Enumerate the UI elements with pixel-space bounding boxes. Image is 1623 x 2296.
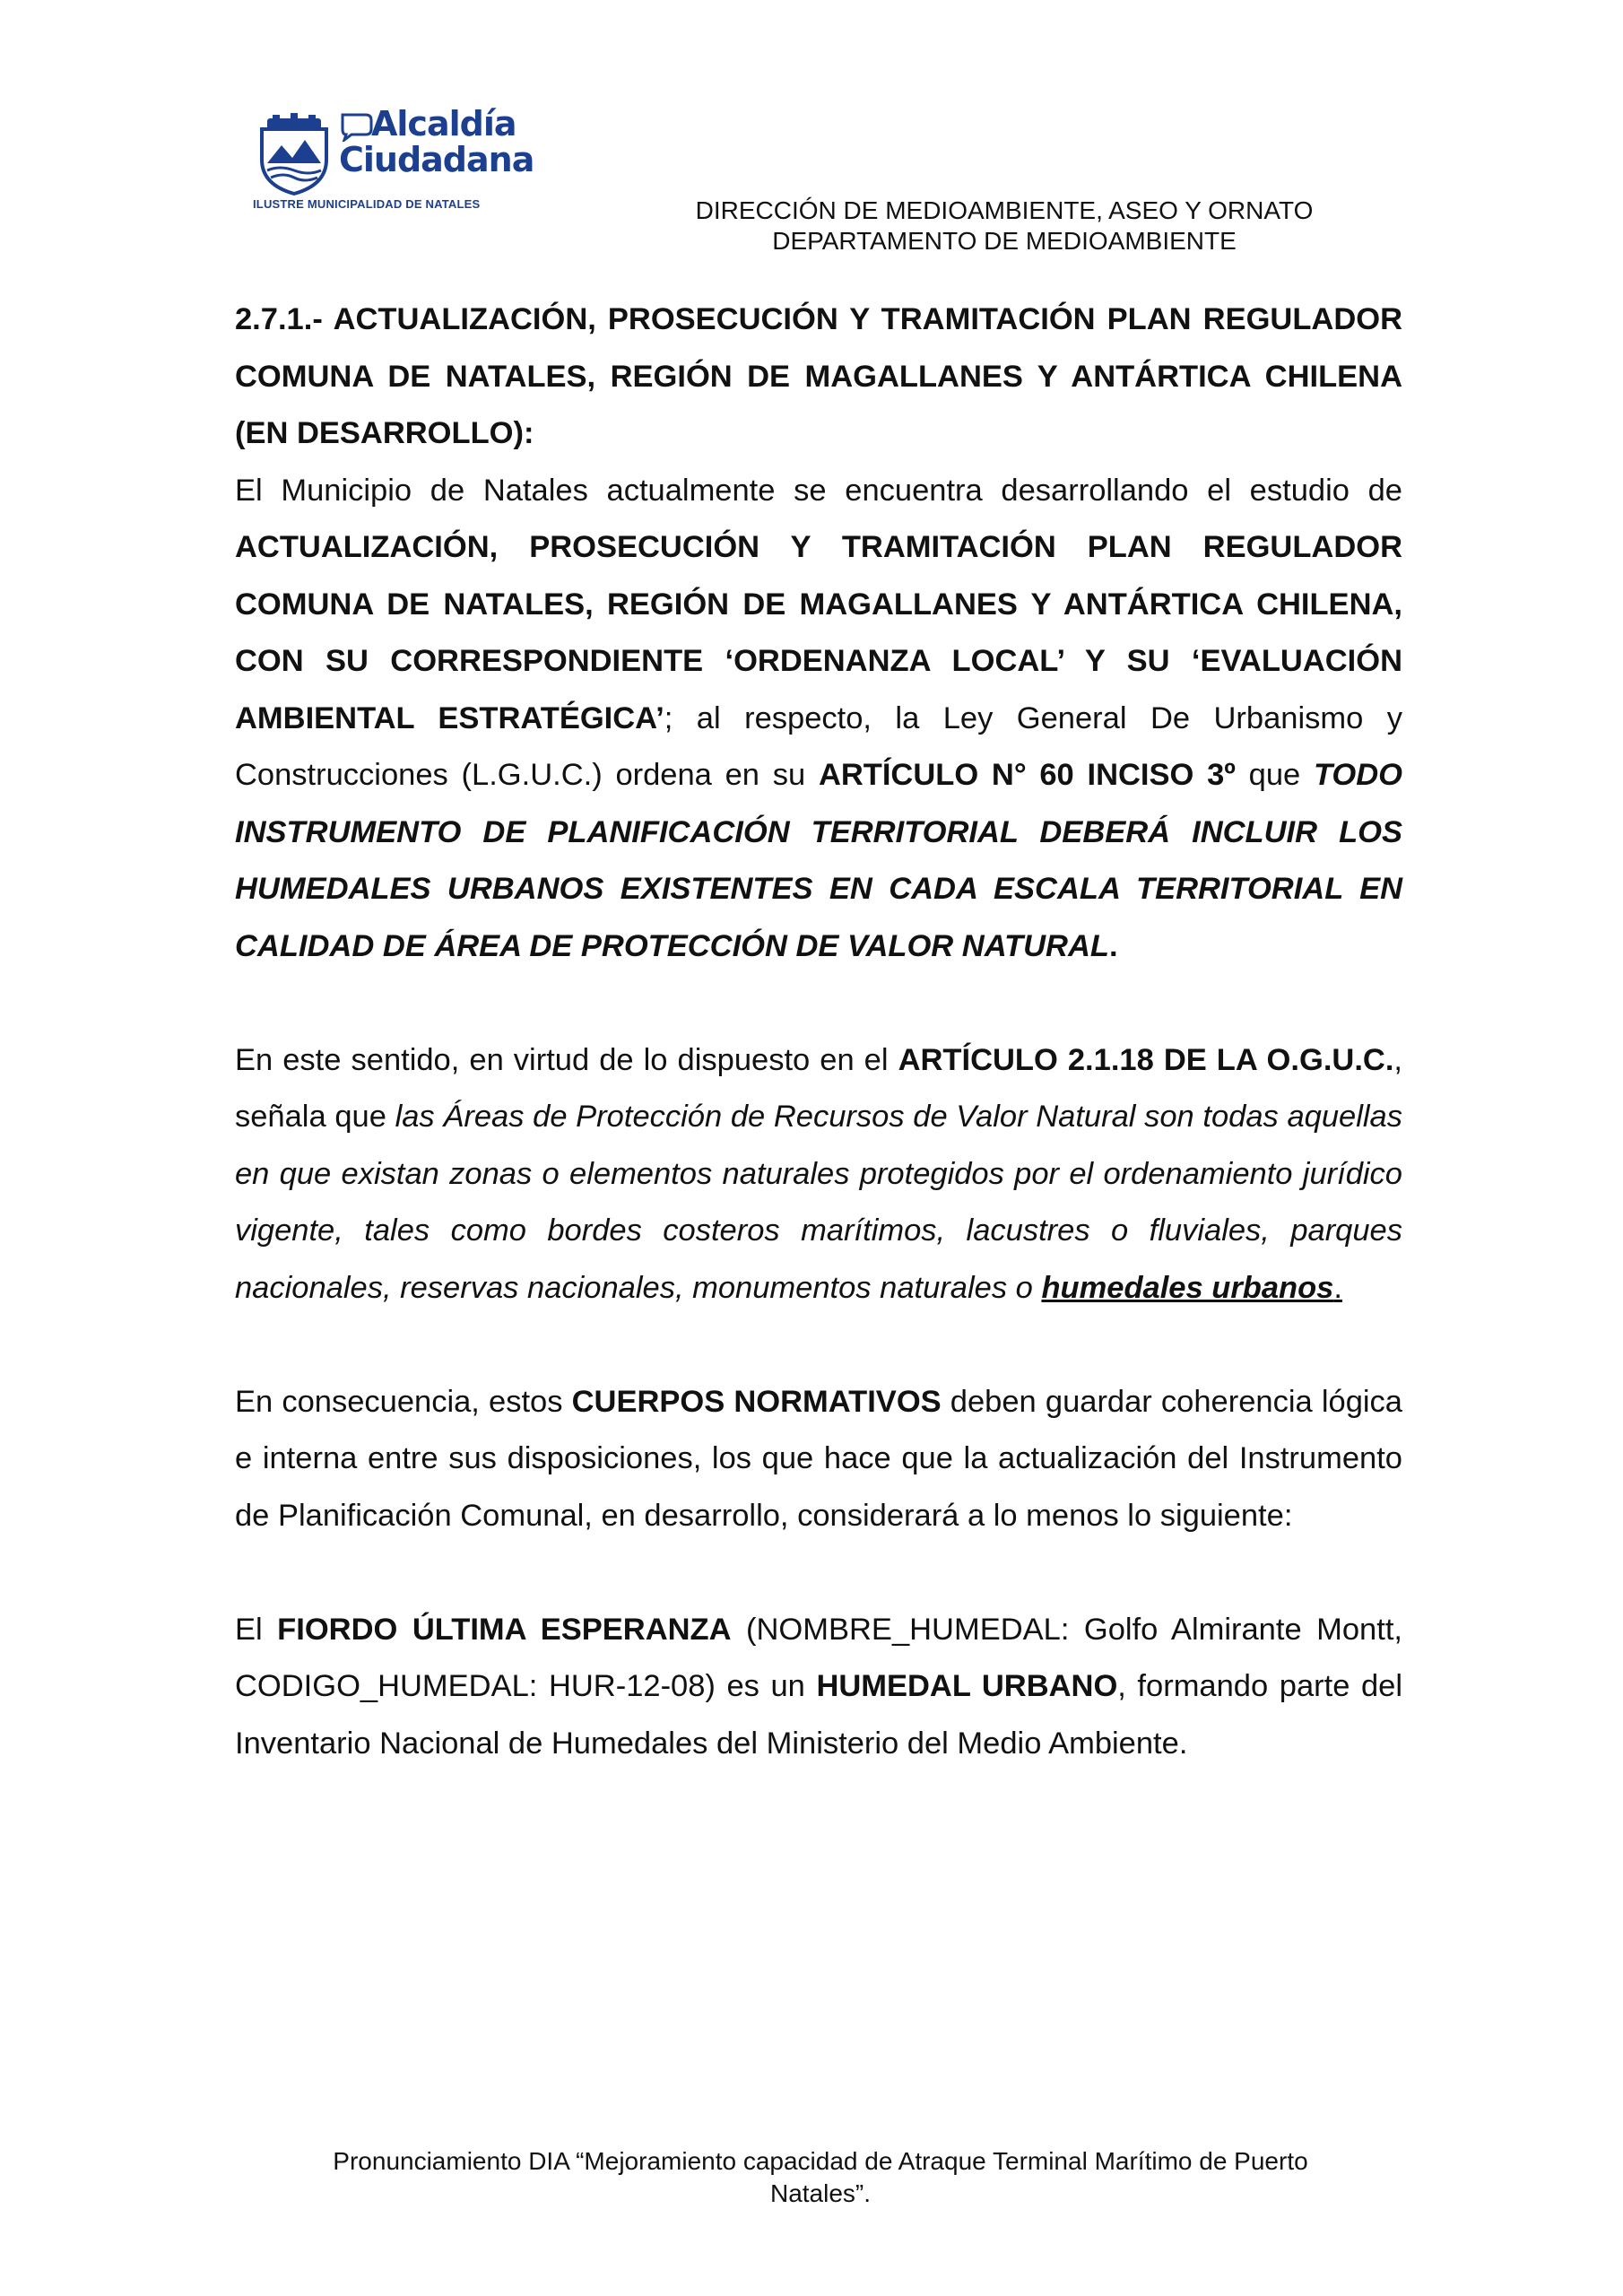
- p4-intro: El: [235, 1612, 278, 1647]
- footer-line2: Natales”.: [769, 2179, 872, 2207]
- department-line2: DEPARTAMENTO DE MEDIOAMBIENTE: [772, 227, 1237, 255]
- document-body: [235, 291, 1402, 1772]
- p1-middle: ; al respecto, la Ley General De Urbanismo y Construcciones (L.G.U.C.) ordena en su: [235, 700, 1402, 792]
- logo-brand-line1: Alcaldía: [371, 104, 516, 144]
- p2-emphasis: humedales urbanos: [1041, 1270, 1334, 1305]
- p2-middle: , señala que: [235, 1042, 1402, 1134]
- p1-intro: El Municipio de Natales actualmente se encuentra desarrollando el estudio de: [235, 473, 1402, 508]
- p4-type: HUMEDAL URBANO: [816, 1669, 1118, 1703]
- p4-rest: , formando parte del Inventario Nacional de Humedales del Ministerio del Medio Ambiente.: [235, 1669, 1402, 1761]
- p2-end: .: [1333, 1270, 1342, 1305]
- p3-intro: En consecuencia, estos: [235, 1384, 572, 1419]
- paragraph-1: [235, 463, 1402, 976]
- p4-middle: (NOMBRE_HUMEDAL: Golfo Almirante Montt, CODIGO_HUMEDAL: HUR-12-08) es un: [235, 1612, 1402, 1703]
- logo-brand-line2: Ciudadana: [339, 140, 534, 179]
- municipality-logo: [253, 106, 540, 213]
- paragraph-2: [235, 1032, 1402, 1318]
- logo-tagline: ILUSTRE MUNICIPALIDAD DE NATALES: [253, 197, 481, 211]
- p1-que: que: [1235, 758, 1314, 792]
- p1-end: .: [1108, 928, 1118, 963]
- p2-quote: las Áreas de Protección de Recursos de Valor Natural son todas aquellas en que existan zonas o elementos naturales protegidos por el ordenamiento jurídico vigente, tales como bordes costeros marítimos, lacustres o fluviales, parques nacionales, reservas nacionales, monumentos naturales o: [235, 1100, 1402, 1305]
- department-line1: DIRECCIÓN DE MEDIOAMBIENTE, ASEO Y ORNATO: [695, 196, 1314, 224]
- p2-article: ARTÍCULO 2.1.18 DE LA O.G.U.C.: [898, 1042, 1394, 1077]
- section-heading: [235, 291, 1402, 463]
- footer-line1: Pronunciamiento DIA “Mejoramiento capacidad de Atraque Terminal Marítimo de Puerto: [333, 2147, 1308, 2175]
- p2-intro: En este sentido, en virtud de lo dispuesto en el: [235, 1042, 898, 1077]
- paragraph-3: [235, 1374, 1402, 1545]
- speech-bubble-icon: [339, 111, 375, 142]
- p4-name: FIORDO ÚLTIMA ESPERANZA: [277, 1612, 732, 1647]
- crest-icon: [253, 113, 335, 196]
- paragraph-4: [235, 1602, 1402, 1773]
- logo-brand: [339, 106, 534, 178]
- p3-rest: deben guardar coherencia lógica e interna entre sus disposiciones, los que hace que la actualización del Instrumento de Planificación Comunal, en desarrollo, considerará a lo menos lo siguiente:: [235, 1384, 1402, 1533]
- p1-quote: TODO INSTRUMENTO DE PLANIFICACIÓN TERRITORIAL DEBERÁ INCLUIR LOS HUMEDALES URBANOS EXISTENTES EN CADA ESCALA TERRITORIAL EN CALIDAD DE ÁREA DE PROTECCIÓN DE VALOR NATURAL: [235, 758, 1402, 963]
- p1-article: ARTÍCULO N° 60 INCISO 3º: [818, 758, 1236, 792]
- section-heading-text: 2.7.1.- ACTUALIZACIÓN, PROSECUCIÓN Y TRAMITACIÓN PLAN REGULADOR COMUNA DE NATALES, REGIÓN DE MAGALLANES Y ANTÁRTICA CHILENA (EN DESARROLLO):: [235, 302, 1402, 450]
- p1-study-name: ACTUALIZACIÓN, PROSECUCIÓN Y TRAMITACIÓN PLAN REGULADOR COMUNA DE NATALES, REGIÓN DE MAGALLANES Y ANTÁRTICA CHILENA, CON SU CORRESPONDIENTE ‘ORDENANZA LOCAL’ Y SU ‘EVALUACIÓN AMBIENTAL ESTRATÉGICA’: [235, 530, 1402, 735]
- p3-bold: CUERPOS NORMATIVOS: [571, 1384, 942, 1419]
